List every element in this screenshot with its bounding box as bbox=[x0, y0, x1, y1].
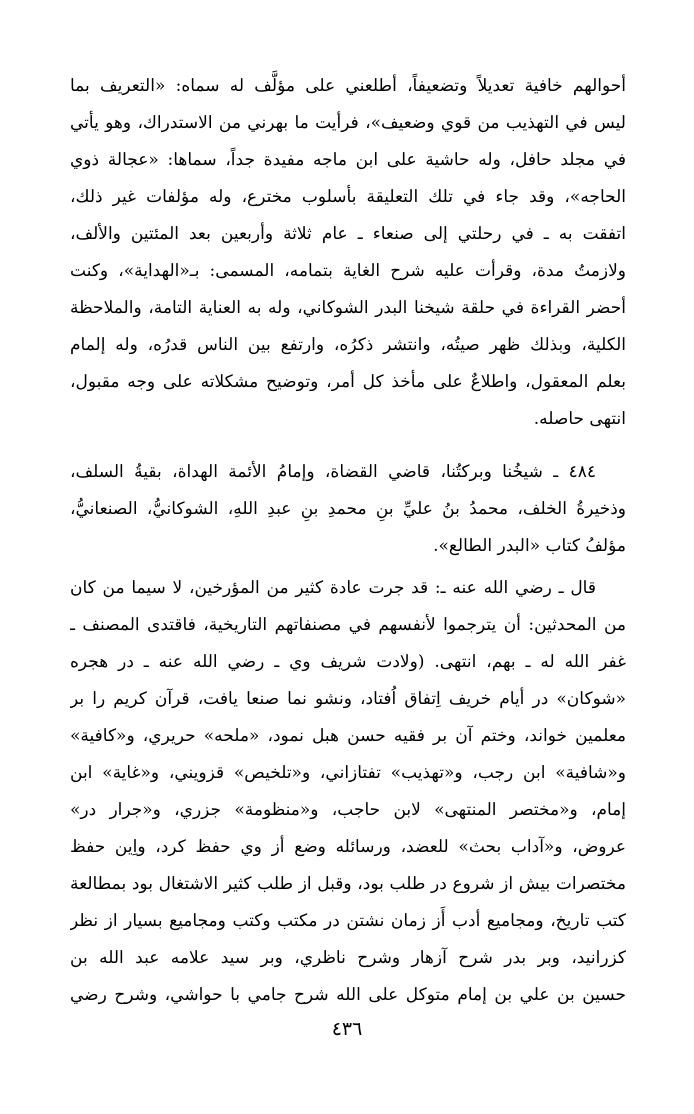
text-line: من المحدثين: أن يترجموا لأنفسهم في مصنفاتهم التاريخية، فاقتدى المصنف ـ bbox=[70, 615, 626, 635]
text-line: ٤٨٤ ـ شيخُنا وبركتُنا، قاضي القضاة، وإمامُ الأئمة الهداة، بقيةُ السلف، bbox=[70, 462, 596, 482]
text-line: كتب تاريخ، ومجاميع أدب أَز زمان نشتن در مكتب وكتب ومجاميع بسيار از نظر bbox=[70, 911, 626, 931]
paragraph-biography-continuation bbox=[70, 68, 626, 438]
text-line: حسين بن علي بن إمام متوكل على الله شرح جامي با حواشي، وشرح رضي bbox=[70, 985, 626, 1005]
text-line: كزرانيد، وبر بدر شرح آزهار وشرح ناظري، وبر سيد علامه عبد الله بن bbox=[70, 948, 626, 968]
text-line: اتفقت به ـ في رحلتي إلى صنعاء ـ عام ثلاثة وأربعين بعد المئتين والألف، bbox=[70, 224, 626, 244]
text-line: بعلم المعقول، واطلاعٌ على مأخذ كل أمر، وتوضيح مشكلاته على وجه مقبول، bbox=[70, 372, 626, 392]
text-line: عروض، و«آداب بحث» للعضد، ورسائله وضع أز وي حفظ كرد، واِين حفظ bbox=[70, 837, 626, 857]
text-line: الحاجه»، وقد جاء في تلك التعليقة بأسلوب مخترع، وله مؤلفات غير ذلك، bbox=[70, 187, 626, 207]
text-line: أحوالهم خافية تعديلاً وتضعيفاً، أطلعني على مؤلَّف له سماه: «التعريف بما bbox=[70, 76, 626, 96]
paragraph-entry-484-heading bbox=[70, 454, 626, 565]
text-line: معلمين خواند، وختم آن بر فقيه حسن هبل نمود، «ملحه» حريري، و«كافية» bbox=[70, 726, 626, 746]
text-line: أحضر القراءة في حلقة شيخنا البدر الشوكاني، وله به العناية التامة، والملاحظة bbox=[70, 298, 626, 318]
page-number: ٤٣٦ bbox=[331, 1018, 363, 1040]
text-line: ولازمتُ مدة، وقرأت عليه شرح الغاية بتمامه، المسمى: بـ«الهداية»، وكنت bbox=[70, 261, 626, 281]
text-line: مؤلفُ كتاب «البدر الطالع». bbox=[433, 536, 626, 556]
paragraph-entry-484-body bbox=[70, 570, 626, 1014]
text-line: مختصرات بيش از شروع در طلب بود، وقبل از طلب كثير الاشتغال بود بمطالعة bbox=[70, 874, 626, 894]
text-line: «شوكان» در أيام خريف اِتفاق اُفتاد، ونشو نما صنعا يافت، قرآن كريم را بر bbox=[70, 689, 626, 709]
text-line: في مجلد حافل، وله حاشية على ابن ماجه مفيدة جداً، سماها: «عجالة ذوي bbox=[70, 150, 626, 170]
text-line: انتهى حاصله. bbox=[533, 409, 626, 429]
text-line: إمام، و«مختصر المنتهى» لابن حاجب، و«منظومة» جزري، و«جرار در» bbox=[70, 800, 626, 820]
text-line: غفر الله له ـ بهم، انتهى. (ولادت شريف وي ـ رضي الله عنه ـ در هجره bbox=[70, 652, 626, 672]
text-line: و«شافية» ابن رجب، و«تهذيب» تفتازاني، و«تلخيص» قزويني، و«غاية» ابن bbox=[70, 763, 626, 783]
text-line: وذخيرةُ الخلف، محمدُ بنُ عليِّ بنِ محمدِ بنِ عبدِ اللهِ، الشوكانيُّ، الصنعانيُّ، bbox=[70, 499, 626, 519]
text-line: قال ـ رضي الله عنه ـ: قد جرت عادة كثير من المؤرخين، لا سيما من كان bbox=[70, 578, 596, 598]
text-line: الكلية، وبذلك ظهر صيتُه، وانتشر ذكرُه، وارتفع بين الناس قدرُه، وله إلمام bbox=[70, 335, 626, 355]
text-line: ليس في التهذيب من قوي وضعيف»، فرأيت ما بهرني من الاستدراك، وهو يأتي bbox=[70, 113, 626, 133]
